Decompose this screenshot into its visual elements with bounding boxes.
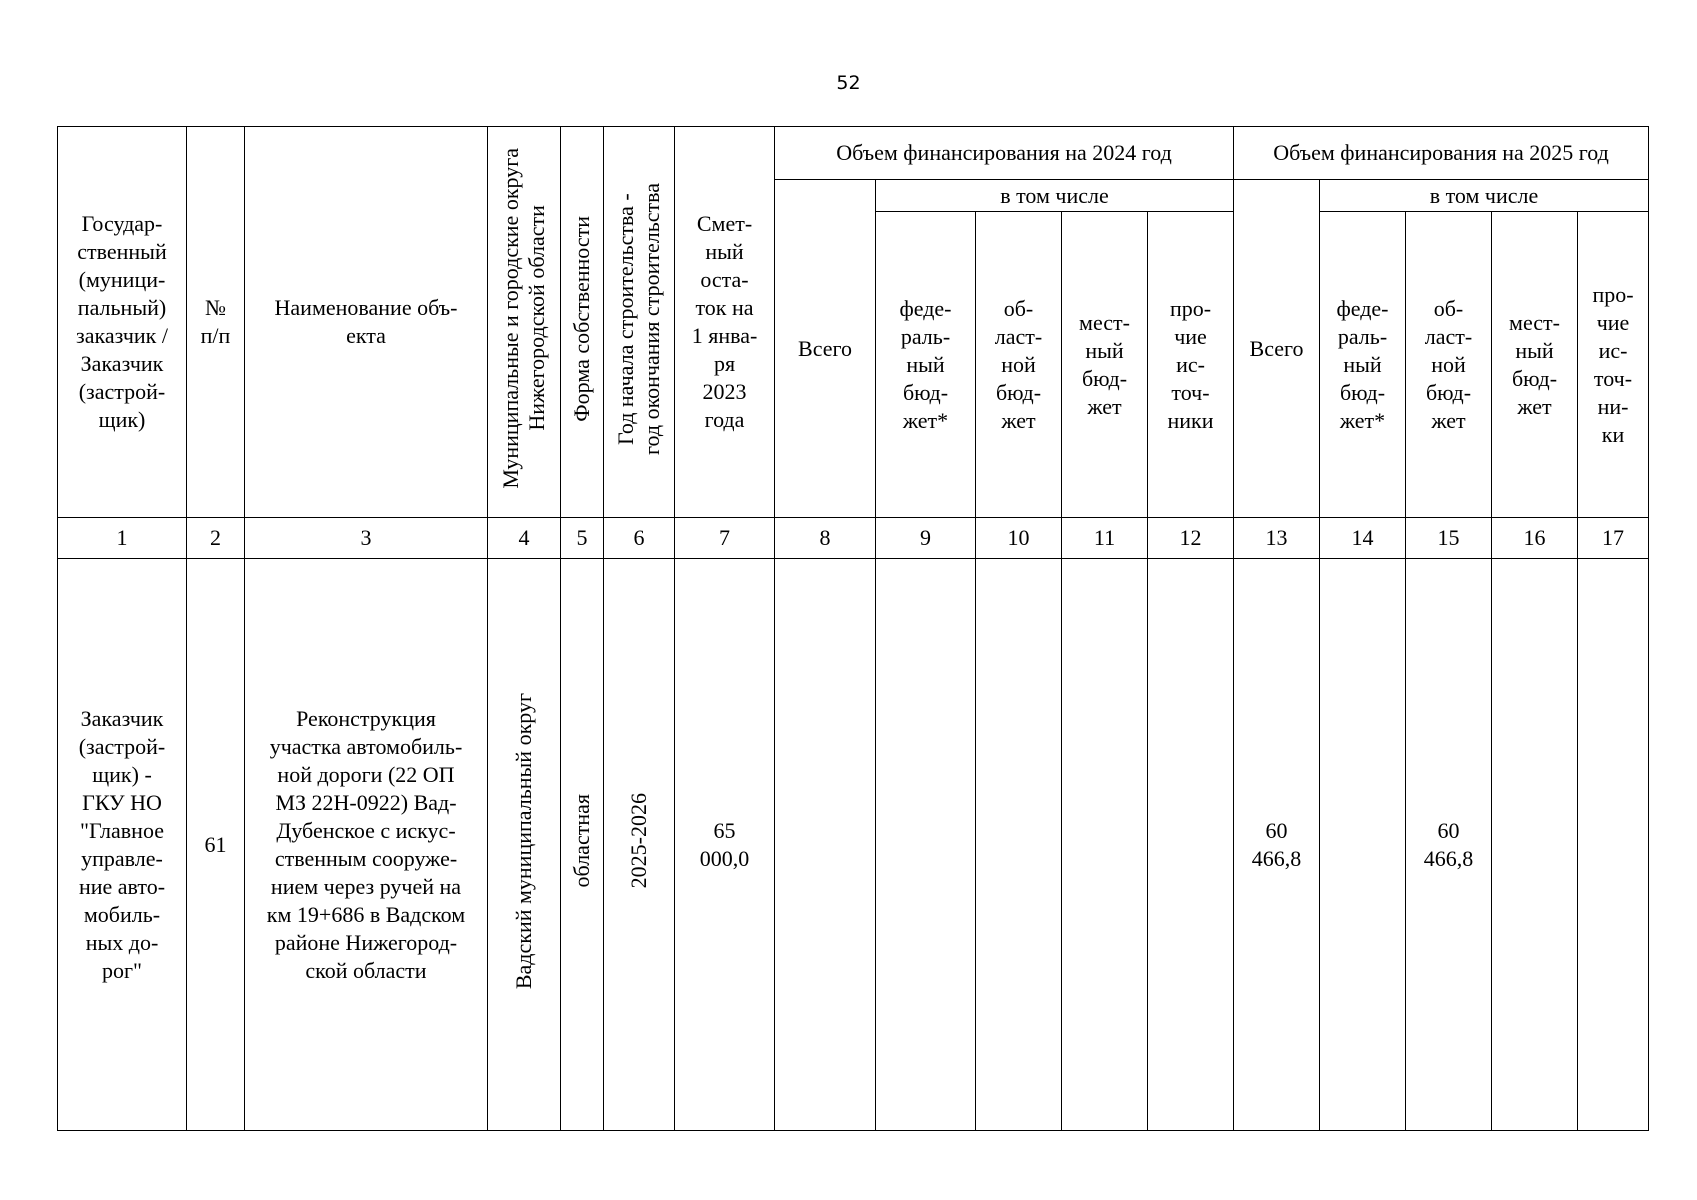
- header-total-2024: Всего: [775, 180, 876, 518]
- row-total-2024: [775, 559, 876, 1131]
- column-number: 4: [488, 518, 561, 559]
- table-row: [58, 559, 1649, 1131]
- header-funding-2025: Объем финансирования на 2025 год: [1234, 127, 1649, 180]
- row-ownership: областная: [569, 794, 594, 888]
- column-number: 1: [58, 518, 187, 559]
- header-including-2024: в том числе: [876, 180, 1234, 212]
- row-total-2025: 60 466,8: [1234, 559, 1320, 1131]
- header-regional-2025: об- ласт- ной бюд- жет: [1406, 212, 1492, 518]
- row-number: 61: [187, 559, 245, 1131]
- header-ownership-cell: [561, 127, 604, 518]
- row-regional-2024: [976, 559, 1062, 1131]
- column-number: 12: [1148, 518, 1234, 559]
- header-federal-2024: феде- раль- ный бюд- жет*: [876, 212, 976, 518]
- header-total-2025: Всего: [1234, 180, 1320, 518]
- header-other-2025: про- чие ис- точ- ни- ки: [1578, 212, 1649, 518]
- header-ownership: Форма собственности: [569, 215, 594, 422]
- header-customer: Государ- ственный (муници- пальный) заказчик / Заказчик (застрой- щик): [58, 127, 187, 518]
- row-ownership-cell: [561, 559, 604, 1131]
- header-including-2025: в том числе: [1320, 180, 1649, 212]
- row-object-name: Реконструкция участка автомобиль- ной дороги (22 ОП МЗ 22Н-0922) Вад- Дубенское с искус- ственным сооруже- нием через ручей на км 19+686 в Вадском районе Нижегород- ской области: [245, 559, 488, 1131]
- header-estimate-balance: Смет- ный оста- ток на 1 янва- ря 2023 года: [675, 127, 775, 518]
- row-years-cell: [604, 559, 675, 1131]
- column-number: 14: [1320, 518, 1406, 559]
- header-regional-2024: об- ласт- ной бюд- жет: [976, 212, 1062, 518]
- header-object-name: Наименование объ- екта: [245, 127, 488, 518]
- column-number: 3: [245, 518, 488, 559]
- financing-table: [57, 126, 1649, 1131]
- header-funding-2024: Объем финансирования на 2024 год: [775, 127, 1234, 180]
- row-regional-2025: 60 466,8: [1406, 559, 1492, 1131]
- header-number: № п/п: [187, 127, 245, 518]
- row-customer: Заказчик (застрой- щик) - ГКУ НО "Главное управле- ние авто- мобиль- ных до- рог": [58, 559, 187, 1131]
- column-number: 10: [976, 518, 1062, 559]
- header-other-2024: про- чие ис- точ- ники: [1148, 212, 1234, 518]
- page-number: 52: [836, 72, 861, 94]
- column-number: 11: [1062, 518, 1148, 559]
- column-number: 8: [775, 518, 876, 559]
- column-number: 5: [561, 518, 604, 559]
- column-number: 6: [604, 518, 675, 559]
- header-local-2024: мест- ный бюд- жет: [1062, 212, 1148, 518]
- column-number: 2: [187, 518, 245, 559]
- row-other-2024: [1148, 559, 1234, 1131]
- header-federal-2025: феде- раль- ный бюд- жет*: [1320, 212, 1406, 518]
- header-municipal-district-cell: [488, 127, 561, 518]
- row-municipal-district: Вадский муниципальный округ: [511, 692, 536, 990]
- column-number-row: [58, 518, 1649, 559]
- header-years-cell: [604, 127, 675, 518]
- row-municipal-district-cell: [488, 559, 561, 1131]
- row-local-2024: [1062, 559, 1148, 1131]
- row-years: 2025-2026: [626, 793, 651, 889]
- header-municipal-district: Муниципальные и городские округа Нижегородской области: [498, 148, 549, 489]
- row-federal-2025: [1320, 559, 1406, 1131]
- row-estimate-balance: 65 000,0: [675, 559, 775, 1131]
- column-number: 16: [1492, 518, 1578, 559]
- column-number: 7: [675, 518, 775, 559]
- row-other-2025: [1578, 559, 1649, 1131]
- column-number: 13: [1234, 518, 1320, 559]
- column-number: 9: [876, 518, 976, 559]
- row-local-2025: [1492, 559, 1578, 1131]
- header-years: Год начала строительства - год окончания строительства: [613, 182, 664, 455]
- column-number: 17: [1578, 518, 1649, 559]
- row-federal-2024: [876, 559, 976, 1131]
- header-local-2025: мест- ный бюд- жет: [1492, 212, 1578, 518]
- column-number: 15: [1406, 518, 1492, 559]
